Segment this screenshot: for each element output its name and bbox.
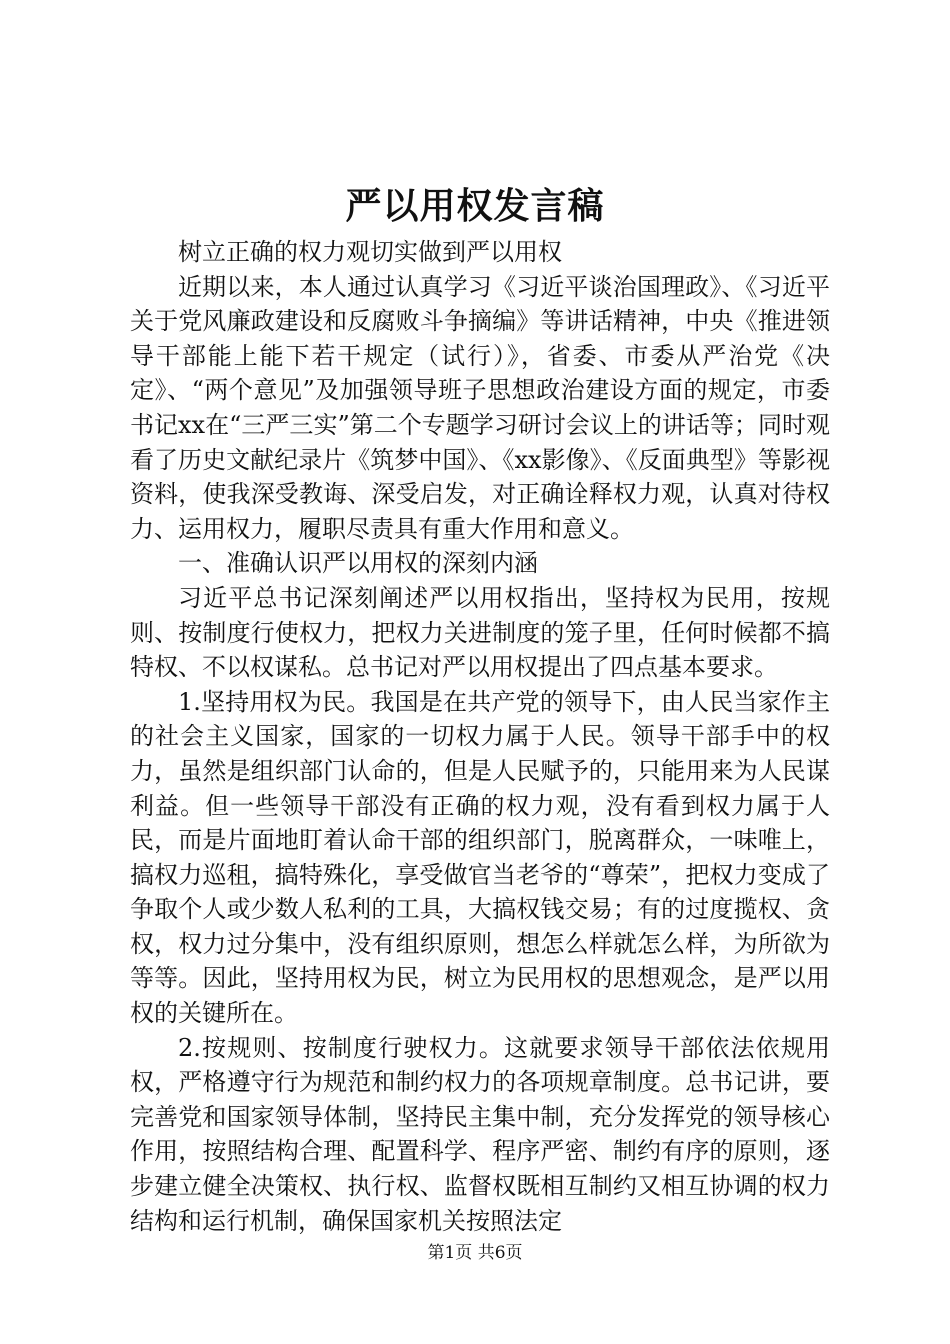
body-paragraph: 2.按规则、按制度行驶权力。这就要求领导干部依法依规用权，严格遵守行为规范和制约权力的各项规章制度。总书记讲，要完善党和国家领导体制，坚持民主集中制，充分发挥党的领导核心作用，按照结构合理、配置科学、程序严密、制约有序的原则，逐步建立健全决策权、执行权、监督权既相互制约又相互协调的权力结构和运行机制，确保国家机关按照法定 [130, 1033, 830, 1235]
page-number-footer: 第1页 共6页 [427, 1243, 523, 1263]
intro-paragraph: 近期以来，本人通过认真学习《习近平谈治国理政》、《习近平关于党风廉政建设和反腐败斗争摘编》等讲话精神，中央《推进领导干部能上能下若干规定（试行）》，省委、市委从严治党《决定》、“两个意见”及加强领导班子思想政治建设方面的规定，市委书记xx在“三严三实”第二个专题学习研讨会议上的讲话等；同时观看了历史文献纪录片《筑梦中国》、《xx影像》、《反面典型》等影视资料，使我深受教诲、深受启发，对正确诠释权力观，认真对待权力、运用权力，履职尽责具有重大作用和意义。 [130, 272, 830, 543]
document-title: 严以用权发言稿 [345, 185, 605, 227]
subtitle-paragraph: 树立正确的权力观切实做到严以用权 [178, 238, 562, 266]
section-heading: 一、准确认识严以用权的深刻内涵 [178, 549, 538, 578]
body-paragraph: 习近平总书记深刻阐述严以用权指出，坚持权为民用，按规则、按制度行使权力，把权力关进制度的笼子里，任何时候都不搞特权、不以权谋私。总书记对严以用权提出了四点基本要求。 [130, 583, 830, 682]
body-paragraph: 1.坚持用权为民。我国是在共产党的领导下，由人民当家作主的社会主义国家，国家的一切权力属于人民。领导干部手中的权力，虽然是组织部门认命的，但是人民赋予的，只能用来为人民谋利益。但一些领导干部没有正确的权力观，没有看到权力属于人民，而是片面地盯着认命干部的组织部门，脱离群众，一味唯上，搞权力巡租，搞特殊化，享受做官当老爷的“尊荣”，把权力变成了争取个人或少数人私利的工具，大搞权钱交易；有的过度揽权、贪权，权力过分集中，没有组织原则，想怎么样就怎么样，为所欲为等等。因此，坚持用权为民，树立为民用权的思想观念，是严以用权的关键所在。 [130, 687, 830, 1028]
document-body [130, 235, 830, 1238]
